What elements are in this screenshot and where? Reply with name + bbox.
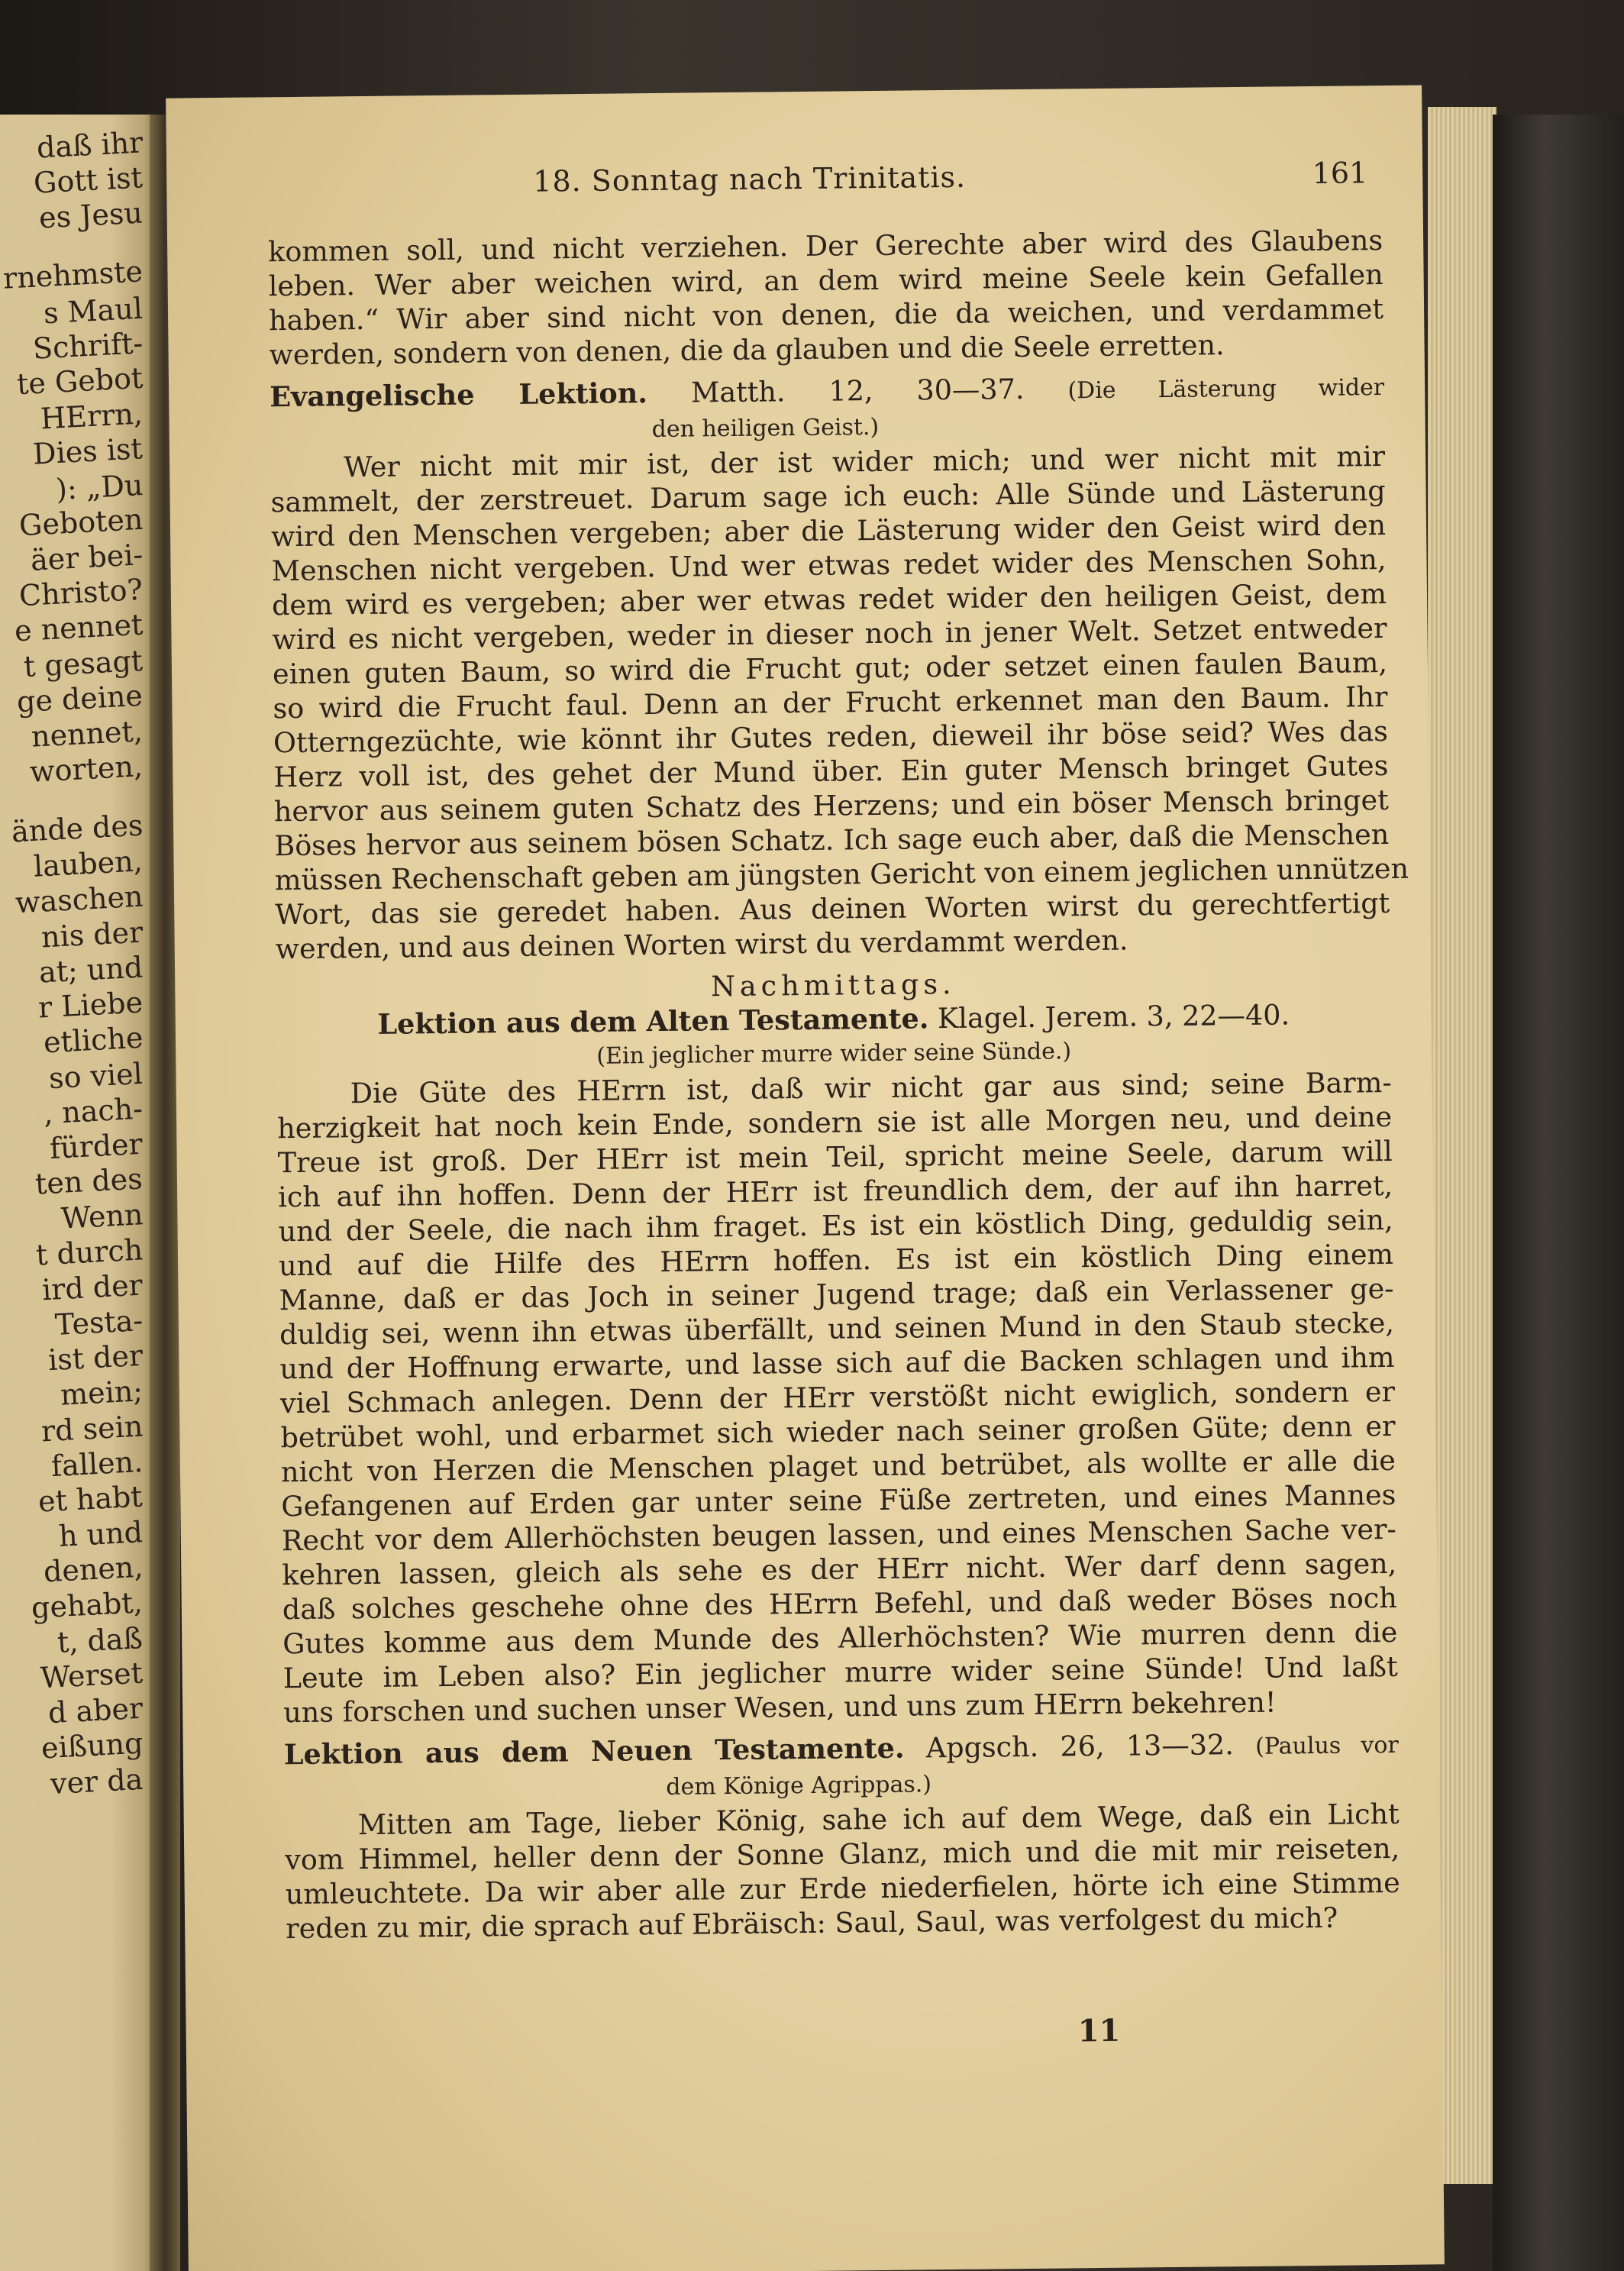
text-line: Herz voll ist, des gehet der Mund über. Ein guter Mensch bringet Gutes xyxy=(273,748,1389,794)
nt-note: (Paulus vor xyxy=(1254,1731,1399,1760)
left-facing-page xyxy=(0,115,157,2271)
text-line: Manne, daß er das Joch in seiner Jugend trage; daß ein Verlassener ge- xyxy=(279,1271,1394,1317)
text-line: und auf die Hilfe des HErrn hoffen. Es ist ein köstlich Ding einem xyxy=(278,1237,1394,1283)
left-page-fragment: Dies ist xyxy=(32,431,144,472)
text-line: Gutes komme aus dem Munde des Allerhöchsten? Wie murren denn die xyxy=(283,1615,1398,1661)
text-line: umleuchtete. Da wir aber alle zur Erde niederfielen, hörte ich eine Stimme xyxy=(285,1866,1400,1911)
text-line: Menschen nicht vergeben. Und wer etwas redet wider des Menschen Sohn, xyxy=(271,542,1387,588)
left-page-fragment: eißung xyxy=(40,1726,144,1765)
text-line: Treue ist groß. Der HErr ist mein Teil, spricht meine Seele, darum will xyxy=(277,1134,1393,1180)
left-page-fragment: fallen. xyxy=(50,1444,144,1483)
left-page-fragment: worten, xyxy=(29,749,144,790)
text-line: hervor aus seinem guten Schatz des Herzens; und ein böser Mensch bringet xyxy=(273,783,1390,829)
ot-heading: Lektion aus dem Alten Testamente. xyxy=(377,1002,929,1041)
text-line: einen guten Baum, so wird die Frucht gut; oder setzet einen faulen Baum, xyxy=(272,645,1388,691)
gospel-text xyxy=(270,439,1409,966)
text-line: duldig sei, wenn ihn etwas überfällt, und seinen Mund in den Staub stecke, xyxy=(279,1306,1395,1352)
left-page-fragment: Wenn xyxy=(60,1197,144,1236)
left-page-fragment: t gesagt xyxy=(23,643,144,683)
text-line: Mitten am Tage, lieber König, sahe ich auf dem Wege, daß ein Licht xyxy=(357,1797,1400,1842)
left-page-fragment: s Maul xyxy=(43,291,144,330)
left-page-fragment: ist der xyxy=(47,1338,144,1378)
left-page-fragment: lauben, xyxy=(33,844,144,884)
nt-text xyxy=(285,1797,1401,1946)
nt-heading: Lektion aus dem Neuen Testamente. xyxy=(283,1731,905,1772)
text-line: herzigkeit hat noch kein Ende, sondern sie ist alle Morgen neu, und deine xyxy=(277,1100,1393,1145)
right-page xyxy=(166,85,1445,2271)
text-line: Otterngezüchte, wie könnt ihr Gutes reden, dieweil ihr böse seid? Wes das xyxy=(273,714,1389,760)
ot-text xyxy=(277,1065,1399,1730)
text-line: Wer nicht mit mir ist, der ist wider mich; und wer nicht mit mir xyxy=(343,439,1386,484)
gospel-note: (Die Lästerung wider xyxy=(1067,373,1385,405)
ot-note: (Ein jeglicher murre wider seine Sünde.) xyxy=(596,1038,1072,1070)
left-page-fragment: h und xyxy=(58,1515,144,1554)
left-page-fragment: ): „Du xyxy=(54,467,144,506)
text-line: betrübet wohl, und erbarmet sich wieder nach seiner großen Güte; denn er xyxy=(280,1409,1396,1455)
nt-note-continued: dem Könige Agrippas.) xyxy=(666,1771,932,1801)
page-body xyxy=(267,223,1409,1946)
afternoon-heading: Nachmittags. xyxy=(710,967,956,1003)
left-page-fragment: r Liebe xyxy=(37,985,144,1025)
text-line: wird es nicht vergeben, weder in dieser noch in jener Welt. Setzet entweder xyxy=(272,611,1387,657)
ot-reference: Klagel. Jerem. 3, 22—40. xyxy=(937,998,1290,1035)
left-page-fragment: ird der xyxy=(41,1268,144,1307)
text-line: Recht vor dem Allerhöchsten beugen lassen, und eines Menschen Sache ver- xyxy=(281,1512,1397,1558)
text-line: uns forschen und suchen unser Wesen, und uns zum HErrn bekehren! xyxy=(283,1685,1277,1730)
text-line: so wird die Frucht faul. Denn an der Frucht erkennet man den Baum. Ihr xyxy=(273,680,1388,725)
left-page-fragment: t durch xyxy=(34,1232,144,1272)
left-page-fragment: waschen xyxy=(14,879,144,919)
running-title: 18. Sonntag nach Trinitatis. xyxy=(533,160,967,199)
left-page-fragment: Gott ist xyxy=(33,160,144,200)
book-cover-edge xyxy=(1493,115,1624,2271)
left-page-fragment: e nennet xyxy=(13,608,144,648)
left-page-fragment: Geboten xyxy=(18,502,144,543)
left-page-fragment: etliche xyxy=(42,1021,144,1060)
left-page-fragment: te Gebot xyxy=(15,360,144,402)
left-page-fragment: nis der xyxy=(40,915,144,955)
text-line: leben. Wer aber weichen wird, an dem wird meine Seele kein Gefallen xyxy=(268,258,1383,303)
text-line: Leute im Leben also? Ein jeglicher murre wider seine Sünde! Und laßt xyxy=(283,1649,1398,1695)
text-line: und der Seele, die nach ihm fraget. Es ist ein köstlich Ding, geduldig sein, xyxy=(278,1203,1393,1249)
left-page-fragment: Schrift- xyxy=(31,326,144,366)
text-line: sammelt, der zerstreuet. Darum sage ich euch: Alle Sünde und Lästerung xyxy=(270,473,1386,519)
text-line: daß solches geschehe ohne des HErrn Befehl, und daß weder Böses noch xyxy=(282,1581,1397,1627)
left-page-fragment: äer bei- xyxy=(29,538,144,577)
text-line: werden, sondern von denen, die da glauben und die Seele erretten. xyxy=(269,328,1225,372)
text-line: reden zu mir, die sprach auf Ebräisch: Saul, Saul, was verfolgest du mich? xyxy=(285,1901,1338,1946)
text-line: haben.“ Wir aber sind nicht von denen, die da weichen, und verdammet xyxy=(268,292,1384,338)
left-page-fragment: et habt xyxy=(37,1479,144,1519)
left-page-fragment: Werset xyxy=(40,1656,144,1695)
left-page-fragment: rnehmste xyxy=(2,254,144,296)
text-line: Wort, das sie geredet haben. Aus deinen Worten wirst du gerechtfertigt xyxy=(275,886,1390,932)
text-line: und der Hoffnung erwarte, und lasse sich auf die Backen schlagen und ihm xyxy=(279,1340,1395,1386)
left-page-fragment: HErrn, xyxy=(40,396,144,436)
text-line: viel Schmach anlegen. Denn der HErr verstößt nicht ewiglich, sondern er xyxy=(279,1375,1396,1420)
text-line: dem wird es vergeben; aber wer etwas redet wider den heiligen Geist, dem xyxy=(271,577,1387,622)
left-page-fragment: es Jesu xyxy=(38,195,144,235)
text-line: Die Güte des HErrn ist, daß wir nicht gar aus sind; seine Barm- xyxy=(350,1065,1392,1110)
text-line: werden, und aus deinen Worten wirst du verdammt werden. xyxy=(275,923,1128,966)
text-line: Böses hervor aus seinem bösen Schatz. Ich sage euch aber, daß die Menschen xyxy=(274,817,1390,863)
left-page-fragment: at; und xyxy=(37,950,144,990)
left-page-fragment: rd sein xyxy=(40,1409,144,1449)
gospel-heading: Evangelische Lektion. xyxy=(269,376,648,414)
left-page-fragment: nennet, xyxy=(31,714,144,754)
left-page-fragment: denen, xyxy=(42,1550,144,1589)
left-page-fragment: mein; xyxy=(59,1374,144,1413)
left-page-fragment: ände des xyxy=(10,808,144,849)
text-line: Gefangenen auf Erden gar unter seine Füße zertreten, und eines Mannes xyxy=(281,1478,1396,1523)
left-page-fragment: Testa- xyxy=(53,1303,144,1342)
left-page-fragment: gehabt, xyxy=(31,1585,144,1625)
nt-reference: Apgsch. 26, 13—32. xyxy=(925,1728,1235,1765)
left-page-fragment: ver da xyxy=(49,1762,144,1801)
intro-paragraph xyxy=(268,223,1384,372)
signature-mark: 11 xyxy=(1077,2012,1121,2050)
left-page-fragment: t, daß xyxy=(57,1620,144,1659)
gospel-reference: Matth. 12, 30—37. xyxy=(690,372,1025,409)
text-line: wird den Menschen vergeben; aber die Lästerung wider den Geist wird den xyxy=(270,508,1387,554)
left-page-fragment: ge deine xyxy=(16,678,144,719)
left-page-fragment: fürder xyxy=(49,1126,144,1166)
page-number: 161 xyxy=(1312,156,1368,190)
left-page-fragment: ten des xyxy=(34,1161,144,1201)
text-line: kehren lassen, gleich als sehe es der HErr nicht. Wer darf denn sagen, xyxy=(282,1546,1397,1592)
text-line: müssen Rechenschaft geben am jüngsten Gericht von einem jeglichen unnützen xyxy=(274,851,1409,897)
text-line: ich auf ihn hoffen. Denn der HErr ist freundlich dem, der auf ihn harret, xyxy=(277,1168,1393,1214)
left-page-fragment: , nach- xyxy=(43,1091,144,1131)
text-line: kommen soll, und nicht verziehen. Der Gerechte aber wird des Glaubens xyxy=(267,224,1383,269)
left-page-fragment: daß ihr xyxy=(35,125,144,165)
gospel-note-continued: den heiligen Geist.) xyxy=(651,413,880,444)
left-page-fragment: d aber xyxy=(47,1691,144,1730)
text-line: nicht von Herzen die Menschen plaget und betrübet, als wollte er alle die xyxy=(280,1443,1396,1489)
text-line: vom Himmel, heller denn der Sonne Glanz, mich und die mit mir reiseten, xyxy=(285,1831,1400,1877)
left-page-fragment: so viel xyxy=(48,1056,144,1095)
left-page-fragment: Christo? xyxy=(18,572,144,613)
